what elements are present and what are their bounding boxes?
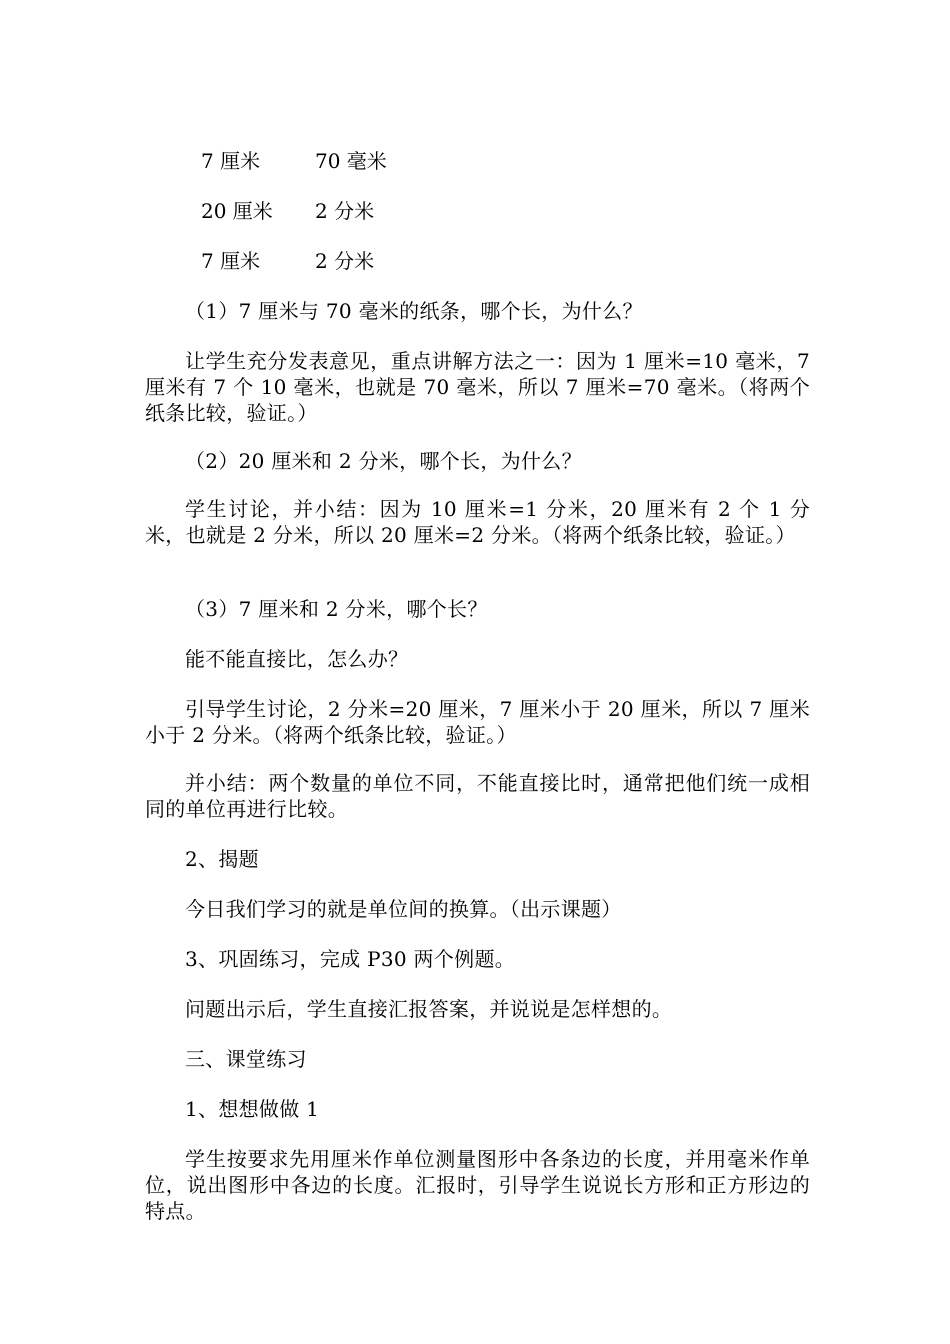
practice-note: 问题出示后，学生直接汇报答案，并说说是怎样想的。: [185, 997, 673, 1021]
question-2: （2）20 厘米和 2 分米，哪个长，为什么？: [185, 449, 582, 473]
explanation-1: 让学生充分发表意见，重点讲解方法之一：因为 1 厘米=10 毫米，7 厘米有 7 个 10 毫米，也就是 70 毫米，所以 7 厘米=70 毫米。（将两个纸条比较，验证。）: [145, 349, 810, 425]
question-3: （3）7 厘米和 2 分米，哪个长？: [185, 597, 488, 621]
section-practice: 3、巩固练习，完成 P30 两个例题。: [185, 947, 516, 971]
section-reveal-topic: 2、揭题: [185, 847, 259, 871]
summary-units: 并小结：两个数量的单位不同，不能直接比时，通常把他们统一成相同的单位再进行比较。: [145, 771, 810, 821]
heading-class-exercise: 三、课堂练习: [185, 1047, 307, 1071]
pair-left: 7 厘米: [201, 149, 261, 173]
guided-discussion: 引导学生讨论，2 分米=20 厘米，7 厘米小于 20 厘米，所以 7 厘米小于 2 分米。（将两个纸条比较，验证。）: [145, 697, 810, 747]
prompt-compare: 能不能直接比，怎么办？: [185, 647, 409, 671]
exercise-1-instructions: 学生按要求先用厘米作单位测量图形中各条边的长度，并用毫米作单位，说出图形中各边的长度。汇报时，引导学生说说长方形和正方形边的特点。: [145, 1147, 810, 1223]
summary-2: 学生讨论，并小结：因为 10 厘米=1 分米，20 厘米有 2 个 1 分米，也就是 2 分米，所以 20 厘米=2 分米。（将两个纸条比较，验证。）: [145, 497, 810, 547]
pair-right: 2 分米: [315, 249, 375, 273]
pair-left: 7 厘米: [201, 249, 261, 273]
question-1: （1）7 厘米与 70 毫米的纸条，哪个长，为什么？: [185, 299, 643, 323]
pair-right: 70 毫米: [315, 149, 387, 173]
pair-left: 20 厘米: [201, 199, 273, 223]
topic-statement: 今日我们学习的就是单位间的换算。（出示课题）: [185, 897, 622, 921]
exercise-1-title: 1、想想做做 1: [185, 1097, 320, 1121]
pair-right: 2 分米: [315, 199, 375, 223]
